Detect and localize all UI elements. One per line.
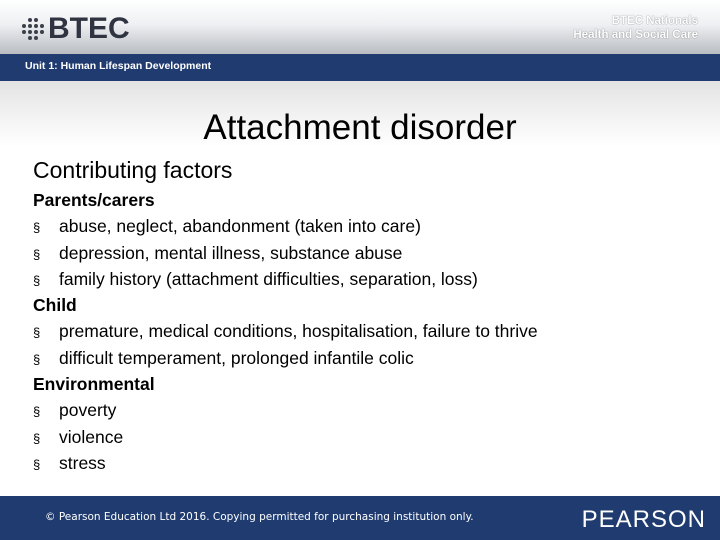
slide-subtitle: Contributing factors (33, 157, 233, 183)
unit-bar (0, 54, 720, 81)
bullet-item (33, 450, 538, 476)
bullet-icon: § (33, 272, 41, 288)
bullet-text: violence (59, 426, 124, 447)
bullet-item (33, 345, 538, 371)
pearson-logo: PEARSON (581, 506, 706, 533)
bullet-item (33, 240, 538, 266)
slide-title: Attachment disorder (203, 108, 517, 147)
section-heading (33, 187, 538, 213)
bullet-text: abuse, neglect, abandonment (taken into care) (59, 216, 421, 237)
section-heading-text: Parents/carers (33, 190, 155, 210)
bullet-item (33, 424, 538, 450)
bullet-icon: § (33, 325, 41, 341)
bullet-text: family history (attachment difficulties, separation, loss) (59, 268, 478, 289)
slide-header (0, 0, 720, 54)
bullet-item (33, 213, 538, 239)
btec-logo (22, 11, 130, 47)
unit-label: Unit 1: Human Lifespan Development (25, 60, 212, 72)
content-list (33, 187, 538, 476)
section-heading (33, 292, 538, 318)
bullet-item (33, 318, 538, 344)
bullet-icon: § (33, 351, 41, 367)
copyright-text: © Pearson Education Ltd 2016. Copying permitted for purchasing institution only. (45, 511, 474, 523)
qualification-label (573, 14, 698, 42)
qualification-line-2: Health and Social Care (573, 29, 698, 41)
bullet-text: difficult temperament, prolonged infantile colic (59, 347, 414, 368)
bullet-item (33, 397, 538, 423)
section-heading-text: Child (33, 295, 77, 316)
bullet-text: poverty (59, 400, 117, 421)
section-heading-text: Environmental (33, 374, 155, 395)
section-heading (33, 371, 538, 397)
btec-dots-icon (22, 18, 44, 40)
bullet-text: stress (59, 452, 106, 473)
bullet-text: depression, mental illness, substance abuse (59, 242, 403, 263)
bullet-icon: § (33, 456, 41, 472)
bullet-item (33, 266, 538, 292)
qualification-line-1: BTEC Nationals (611, 15, 698, 27)
bullet-icon: § (33, 430, 41, 446)
bullet-icon: § (33, 246, 41, 262)
slide-footer (0, 496, 720, 540)
bullet-text: premature, medical conditions, hospitalisation, failure to thrive (59, 321, 538, 342)
bullet-icon: § (33, 220, 41, 236)
btec-logo-text: BTEC (48, 12, 130, 45)
bullet-icon: § (33, 404, 41, 420)
